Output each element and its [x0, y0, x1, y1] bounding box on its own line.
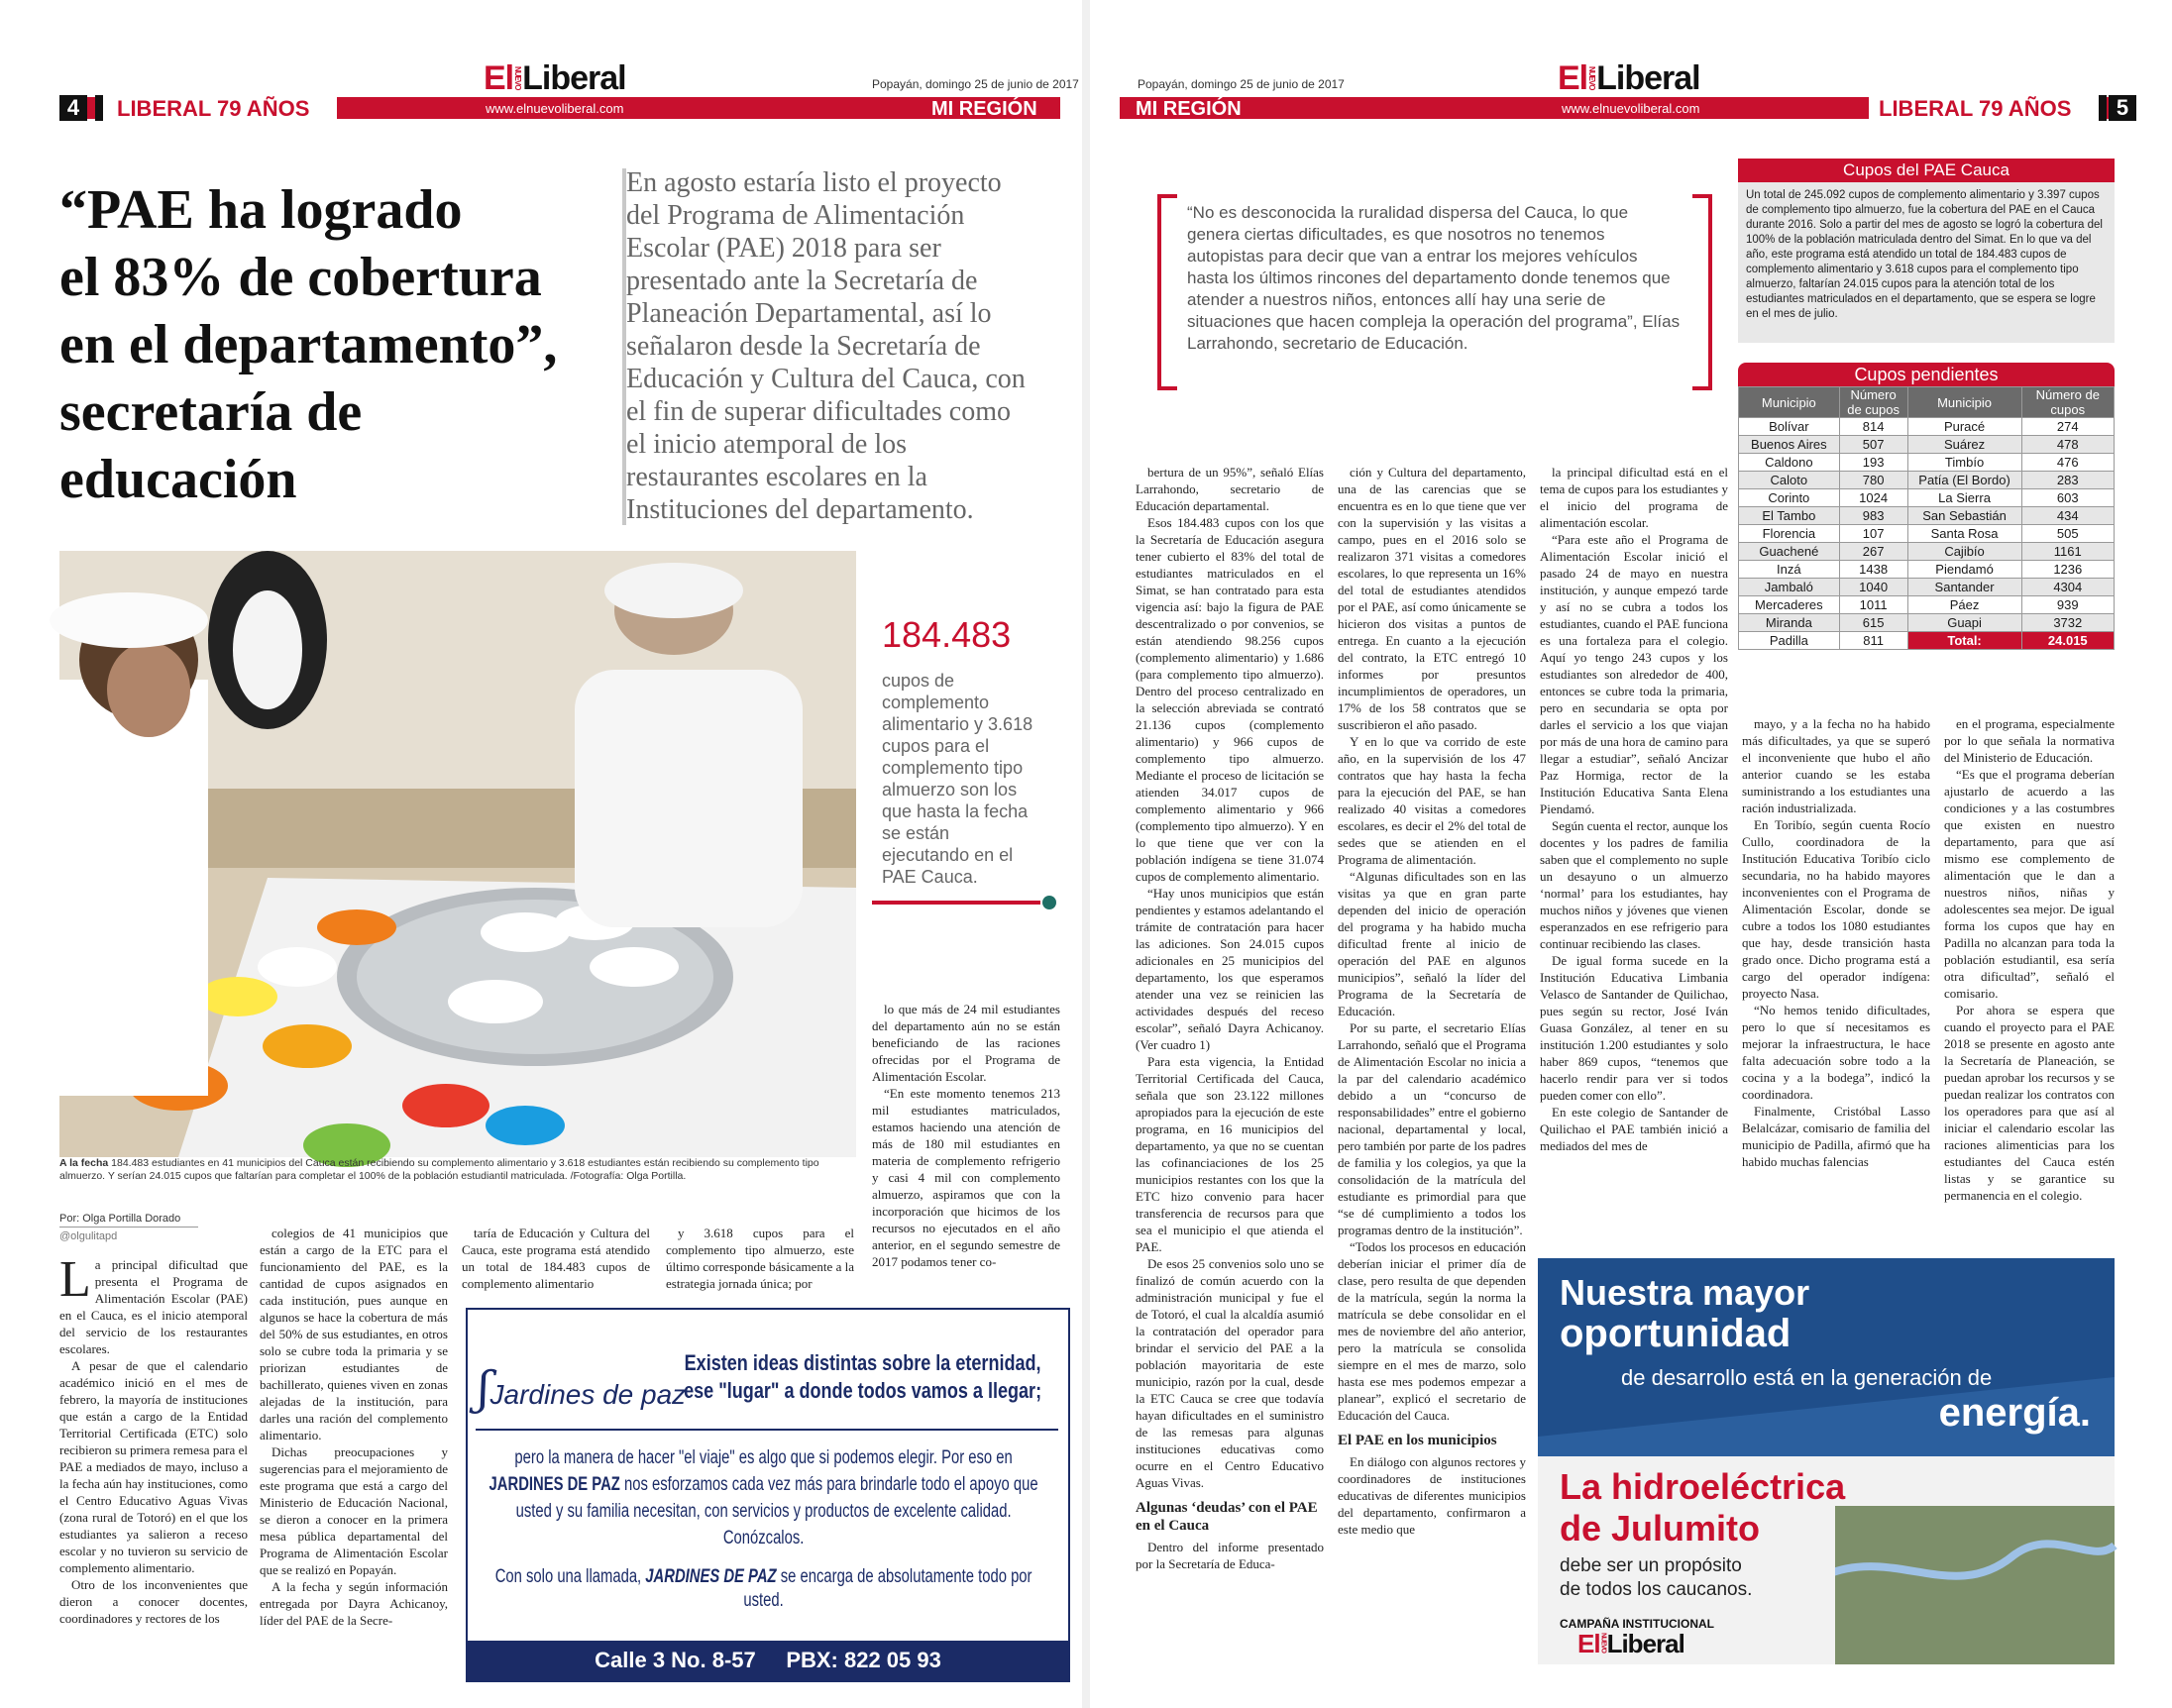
article-col-2 — [260, 1225, 448, 1670]
paragraph: A la fecha y según información entregada por Dayra Achicanoy, líder del PAE de la Secre- — [260, 1579, 448, 1628]
paragraph: Por ahora se espera que cuando el proyecto para el PAE 2018 se presente en agosto ante la Secretaría de Planeación, se puedan aprobar los recursos y se puedan realizar los contratos con los operadores para que así al iniciar el calendario escolar las raciones alimenticias para los estudiantes del Cauca estén listas y se garantice su permanencia en el colegio. — [1944, 1003, 2115, 1203]
paragraph: taría de Educación y Cultura del Cauca, este programa está atendido un total de 184.483 cupos de complemento alimentario — [462, 1226, 650, 1291]
headline — [59, 176, 624, 513]
cell-municipio: Caloto — [1739, 472, 1840, 489]
page-4 — [0, 0, 1082, 1708]
section-mi-region: MI REGIÓN — [1136, 98, 1242, 120]
ad-jardines-body — [478, 1444, 1049, 1551]
masthead-nuevo: NUEVO — [513, 65, 523, 89]
ad-line2-brand: JARDINES DE PAZ — [645, 1566, 777, 1587]
ad-line-6: de Julumito — [1560, 1508, 1761, 1548]
cell-cupos: 193 — [1839, 454, 1907, 472]
section-liberal-79: LIBERAL 79 AÑOS — [117, 96, 310, 121]
photo-lunch — [59, 551, 856, 1157]
table-row — [1739, 614, 2115, 632]
cell-cupos: 3732 — [2021, 614, 2114, 632]
cell-municipio: La Sierra — [1907, 489, 2021, 507]
paragraph: Y en lo que va corrido de este año, en la supervisión de los 47 contratos que hay hasta la fecha para la ejecución del PAE, se han realizado 40 visitas a comedores escolares, es decir el 2% del total de sedes que se atienden en el Programa de alimentación. — [1338, 734, 1526, 867]
cell-cupos: 107 — [1839, 525, 1907, 543]
article-col-1 — [59, 1251, 248, 1672]
headline-line-2: el 83% de cobertura — [59, 247, 542, 308]
cell-cupos: 434 — [2021, 507, 2114, 525]
th-municipio-2: Municipio — [1907, 387, 2021, 418]
paragraph: lo que más de 24 mil estudiantes del departamento aún no se están beneficiando de las raciones ofrecidas por el Programa de Alimentación Escolar. — [872, 1002, 1060, 1084]
ad-body-post: nos esforzamos cada vez más para brindarle todo el apoyo que usted y su familia necesitan, con servicios y productos de excelente calidad. Conózcalos. — [515, 1474, 1038, 1548]
ad-line2-post: se encarga de absolutamente todo por usted. — [743, 1566, 1032, 1611]
headline-line-5: educación — [59, 449, 297, 510]
quote-bracket-right — [1692, 194, 1712, 390]
cell-municipio: Guapi — [1907, 614, 2021, 632]
cell-cupos: 507 — [1839, 436, 1907, 454]
cell-municipio: Páez — [1907, 596, 2021, 614]
section-tab — [95, 95, 337, 121]
table-row — [1739, 436, 2115, 454]
paragraph: De esos 25 convenios solo uno se finalizó de común acuerdo con la administración municipal y fue el de Totoró, el cual la alcaldía asumió la contratación del operador para brindar el servicio del PAE a la población mayoritaria de este municipio, razón por la cual, desde la ETC Cauca se cree que todavía hayan dificultades en el suministro de las remesas para algunas instituciones educativas como ocurre en el Centro Educativo Aguas Vivas. — [1136, 1256, 1324, 1490]
section-liberal-79: LIBERAL 79 AÑOS — [1879, 96, 2072, 121]
cell-municipio: Timbío — [1907, 454, 2021, 472]
ad-masthead-el: El — [1577, 1629, 1600, 1658]
paragraph: “No hemos tenido dificultades, pero lo que sí necesitamos es mejorar la infraestructura, le hace falta adecuación sobre todo a la cocina y a la bodega”, indicó la coordinadora. — [1742, 1003, 1930, 1102]
box-cupos-pae-text: Un total de 245.092 cupos de complemento alimentario y 3.397 cupos de complemento tipo almuerzo, fue la cobertura del PAE en el Cauca durante 2016. Solo a partir del mes de agosto se logró la cobertura del 100% de la población matriculada dentro del Simat. En lo que va del año, este programa está atendido un total de 184.483 cupos de complemento alimentario y 3.618 cupos para el complemento tipo almuerzo, faltarían 24.015 cupos para la atención total de los estudiantes matriculados en el departamento, que se espera se logre en el mes de julio. — [1746, 189, 2103, 320]
stat-number: 184.483 — [882, 614, 1012, 655]
cell-cupos: 1040 — [1839, 579, 1907, 596]
cell-cupos: 939 — [2021, 596, 2114, 614]
paragraph: “Todos los procesos en educación deberían iniciar el primer día de clase, pero resulta de que dependen de la matrícula, según la norma la matrícula se debe consolidar en el mes de noviembre del año anterior, pero la matrícula se consolida siempre en el mes de marzo, solo hasta ese mes podemos empezar a planear”, explicó el secretario de Educación del Cauca. — [1338, 1239, 1526, 1423]
photo-caption — [59, 1157, 856, 1183]
paragraph: La principal dificultad que presenta el Programa de Alimentación Escolar (PAE) en el Cauca, es el inicio atemporal del servicio de los restaurantes escolares. — [59, 1251, 248, 1356]
section-tab — [1869, 95, 2107, 121]
paragraph: mayo, y a la fecha no ha habido más dificultades, ya que se superó el inconveniente que hubo el año anterior cuando se les estaba suministrando a los estudiantes una ración industrializada. — [1742, 716, 1930, 815]
cell-municipio: Miranda — [1739, 614, 1840, 632]
table-row — [1739, 543, 2115, 561]
cell-municipio: Mercaderes — [1739, 596, 1840, 614]
ad-masthead-nuevo: NUEVO — [1599, 1633, 1607, 1653]
ad-body-brand: JARDINES DE PAZ — [489, 1474, 620, 1495]
cell-cupos: 1011 — [1839, 596, 1907, 614]
paragraph: ción y Cultura del departamento, una de las carencias que se encuentra es en lo que tiene que ver con la supervisión y las visitas a campo, pues en el 2016 solo se realizaron 371 visitas a comedores escolares, lo que representa un 16% del total de estudiantes atendidos por el PAE, así como únicamente se hicieron dos visitas a puntos de entrega. En cuanto a la ejecución del contrato, la ETC entregó 10 informes por presuntos incumplimientos de operadores, un 17% de los 58 contratos que se suscribieron el año pasado. — [1338, 465, 1526, 732]
paragraph: Dichas preocupaciones y sugerencias para el mejoramiento de este programa que está a cargo del Ministerio de Educación Nacional, se dieron a conocer en la primera mesa pública departamental del Programa de Alimentación Escolar que se realizó en Popayán. — [260, 1444, 448, 1577]
paragraph: Según cuenta el rector, aunque los docentes y los padres de familia saben que el complemento no suple un desayuno o un almuerzo ‘normal’ para los estudiantes, hay muchos niños y jóvenes que vienen esperanzados en ese refrigerio para continuar recibiendo las clases. — [1540, 818, 1728, 951]
caption-lead: A la fecha — [59, 1157, 109, 1169]
cell-municipio: Santa Rosa — [1907, 525, 2021, 543]
paragraph: “Es que el programa deberían ajustarlo de acuerdo a las condiciones y a las costumbres que existen en nuestro departamento, para que así mismo ese complemento de alimentación que le dan a nuestros niños, niñas y adolescentes sea mejor. De igual forma los cupos que hay en Padilla no alcanzan para toda la población estudiantil, esa sería otra dificultad”, señaló el comisario. — [1944, 767, 2115, 1001]
cell-municipio: Puracé — [1907, 418, 2021, 436]
photo-illustration — [59, 551, 856, 1157]
page-5 — [1090, 0, 2172, 1708]
th-cupos-1: Número de cupos — [1839, 387, 1907, 418]
cell-cupos: 1024 — [1839, 489, 1907, 507]
paragraph: Para esta vigencia, la Entidad Territorial Certificada del Cauca, señala que son 23.122 millones apropiados para la ejecución de este programa, en 16 municipios del departamento, ya que no se cuentan las cofinanciaciones de los 25 municipios restantes con los que la ETC hizo convenio para hacer transferencia de recursos para que sea el municipio el que atienda el PAE. — [1136, 1054, 1324, 1254]
ad-jardines-footer: Calle 3 No. 8-57 PBX: 822 05 93 — [468, 1641, 1068, 1680]
table-row — [1739, 489, 2115, 507]
ad-jardines-logo — [478, 1361, 686, 1415]
ad-line-3: de desarrollo está en la generación de — [1621, 1365, 1993, 1390]
page-number: 5 — [2109, 95, 2136, 121]
ad-jardines-headline: Existen ideas distintas sobre la eternidad, ese "lugar" a donde todos vamos a llegar; — [684, 1350, 1042, 1403]
ad-line-4: energía. — [1938, 1391, 2091, 1435]
ad-masthead-liberal: Liberal — [1606, 1629, 1684, 1658]
box-pendientes-title: Cupos pendientes — [1854, 365, 1999, 384]
cell-municipio: Total: — [1907, 632, 2021, 650]
stat-text: cupos de complemento alimentario y 3.618 cupos para el complemento tipo almuerzo son los que hasta la fecha se están ejecutando en el PAE Cauca. — [882, 671, 1033, 887]
paragraph: “Para este año el Programa de Alimentación Escolar inició el pasado 24 de mayo en nuestra institución, y aunque empezó tarde y así no se cubra a todos los estudiantes, cuando el PAE funciona es una fortaleza para el colegio. Aquí yo tengo 243 cupos y los estudiantes son alrededor de 400, entonces se cubre toda la primaria, pero en secundaria se opta por darles el servicio a los que viajan por más de una hora de camino para llegar a estudiar”, señaló Ancizar Paz Hormiga, rector de la Institución Educativa Santa Elena Piendamó. — [1540, 532, 1728, 816]
date-line: Popayán, domingo 25 de junio de 2017 — [1138, 77, 1345, 91]
article-col-3 — [462, 1225, 650, 1291]
article-col-4 — [1742, 715, 1930, 1227]
ad-jardines-brand: Jardines de paz — [489, 1379, 687, 1410]
cell-cupos: 814 — [1839, 418, 1907, 436]
paragraph: Finalmente, Cristóbal Lasso Belalcázar, comisario de familia del municipio de Padilla, afirmó que ha habido muchas falencias — [1742, 1104, 1930, 1169]
drop-cap: L — [59, 1251, 91, 1308]
cell-cupos: 780 — [1839, 472, 1907, 489]
ad-line-1: Nuestra mayor — [1560, 1272, 1810, 1313]
cell-cupos: 1438 — [1839, 561, 1907, 579]
paragraph: Otro de los inconvenientes que dieron a conocer docentes, coordinadores y rectores de los — [59, 1577, 248, 1626]
table-row — [1739, 632, 2115, 650]
paragraph: A pesar de que el calendario académico inició en el mes de febrero, la mayoría de instituciones que están a cargo de la Entidad Territorial Certificada (ETC) solo recibieron su primera remesa para el PAE a mediados de mayo, incluso a la fecha aún hay instituciones, como el Centro Educativo Aguas Vivas (zona rural de Totoró) en el que los estudiantes ya salieron a receso escolar y no tuvieron su servicio de complemento alimentario. — [59, 1358, 248, 1575]
table-row — [1739, 579, 2115, 596]
ad-line-2: oportunidad — [1560, 1312, 1792, 1355]
article-col-1 — [1136, 464, 1324, 1653]
table-row — [1739, 454, 2115, 472]
masthead — [1558, 59, 1700, 98]
article-col-4 — [666, 1225, 854, 1291]
ad-body-pre: pero la manera de hacer "el viaje" es algo que si podemos elegir. Por eso en — [514, 1447, 1013, 1468]
paragraph: Esos 184.483 cupos con los que la Secretaría de Educación asegura tener cubierto el 83% del total de estudiantes matriculados en el Simat, se han contratado para esta vigencia así: bajo la figura de PAE descentralizado o por convenios, se están atendiendo 98.256 cupos (complemento alimentario) y 1.686 (para complemento tipo almuerzo). Dentro del proceso centralizado en la selección abreviada se contrató 21.136 cupos (complemento alimentario) y 966 cupos de complemento tipo almuerzo. Mediante el proceso de licitación se atienden 34.017 cupos de complemento alimentario y 966 (complemento tipo almuerzo). Y en lo que tiene que ver con la población indígena se tiene 31.074 cupos de complemento alimentario. — [1136, 515, 1324, 884]
cell-cupos: 1161 — [2021, 543, 2114, 561]
deck: En agosto estaría listo el proyecto del Programa de Alimentación Escolar (PAE) 2018 para ser presentado ante la Secretaría de Planeación Departamental, así lo señalaron desde la Secretaría de Educación y Cultura del Cauca, con el fin de superar dificultades como el inicio atemporal de los restaurantes escolares en la Instituciones del departamento. — [626, 167, 1026, 525]
ad-line-5: La hidroeléctrica — [1560, 1466, 1846, 1507]
article-col-5 — [1944, 715, 2115, 1227]
cell-municipio: Corinto — [1739, 489, 1840, 507]
cell-cupos: 615 — [1839, 614, 1907, 632]
col1-tail: Dentro del informe presentado por la Secretaría de Educa- — [1136, 1540, 1324, 1571]
cell-municipio: Bolívar — [1739, 418, 1840, 436]
table-row — [1739, 507, 2115, 525]
page-number: 4 — [59, 95, 87, 121]
cell-cupos: 603 — [2021, 489, 2114, 507]
cell-cupos: 811 — [1839, 632, 1907, 650]
cupos-table-grid — [1738, 386, 2115, 650]
byline-handle: @olgulitapd — [59, 1230, 118, 1242]
th-municipio-1: Municipio — [1739, 387, 1840, 418]
paragraph: la principal dificultad está en el tema de cupos para los estudiantes y el inicio del programa de alimentación escolar. — [1540, 465, 1728, 530]
cell-cupos: 24.015 — [2021, 632, 2114, 650]
paragraph: En Toribío, según cuenta Rocío Cullo, coordinadora de la Institución Educativa Toribío ciclo secundaria, no ha habido mayores inconvenientes con el Programa de Alimentación Escolar, donde se cubre a todos los 1080 estudiantes que hay, desde transición hasta grado once. Dicho programa está a cargo del operador indígena: proyecto Nasa. — [1742, 817, 1930, 1001]
cell-cupos: 283 — [2021, 472, 2114, 489]
page-gutter — [1082, 0, 1090, 1708]
cell-municipio: Cajibío — [1907, 543, 2021, 561]
table-body — [1739, 418, 2115, 650]
paragraph: De igual forma sucede en la Institución Educativa Limbania Velasco de Santander de Quilichao, pues según su rector, José Iván Guasa González, al tener en su institución 1.200 estudiantes y solo haber 869 cupos, “tenemos que hacerlo rendir para ver si todos pueden comer con ello”. — [1540, 953, 1728, 1103]
cell-cupos: 1236 — [2021, 561, 2114, 579]
article-col-3 — [1540, 464, 1728, 1227]
cell-cupos: 983 — [1839, 507, 1907, 525]
box-cupos-pae — [1738, 159, 2115, 343]
cell-municipio: Piendamó — [1907, 561, 2021, 579]
ad-line-8: de todos los caucanos. — [1560, 1579, 1753, 1600]
subhead-deudas: Algunas ‘deudas’ con el PAE en el Cauca — [1136, 1500, 1318, 1534]
masthead-liberal: Liberal — [1596, 59, 1700, 97]
cell-municipio: Padilla — [1739, 632, 1840, 650]
cell-municipio: Jambaló — [1739, 579, 1840, 596]
website-url: www.elnuevoliberal.com — [1562, 101, 1700, 116]
subhead-municipios: El PAE en los municipios — [1338, 1433, 1497, 1448]
paragraph: “Hay unos municipios que están pendientes y estamos adelantando el trámite de contratación para hacer las adiciones. Son 24.015 cupos adicionales en 25 municipios del departamento, los que esperamos atender una vez se reinicien las actividades después del receso escolar”, señaló Dayra Achicanoy. (Ver cuadro 1) — [1136, 886, 1324, 1052]
col2-tail: En diálogo con algunos rectores y coordinadores de instituciones educativas de diferentes municipios del departamento, confirmaron a este medio que — [1338, 1454, 1526, 1537]
cell-municipio: Patía (El Bordo) — [1907, 472, 2021, 489]
stat-dot-icon — [1042, 896, 1056, 909]
headline-line-4: secretaría de — [59, 381, 363, 443]
headline-line-3: en el departamento”, — [59, 314, 558, 375]
article-col-5 — [872, 1001, 1060, 1283]
date-line: Popayán, domingo 25 de junio de 2017 — [872, 77, 1079, 91]
stat-rule — [872, 901, 1040, 905]
cell-municipio: Caldono — [1739, 454, 1840, 472]
ad-line-7: debe ser un propósito — [1560, 1555, 1742, 1576]
masthead-liberal: Liberal — [522, 59, 626, 97]
cell-cupos: 4304 — [2021, 579, 2114, 596]
cell-municipio: Florencia — [1739, 525, 1840, 543]
byline — [59, 1213, 198, 1242]
ad-jardines — [466, 1308, 1070, 1682]
ad-hidroelectrica — [1538, 1258, 2115, 1664]
table-row — [1739, 596, 2115, 614]
cell-cupos: 478 — [2021, 436, 2114, 454]
ad-campaign: CAMPAÑA INSTITUCIONAL — [1560, 1617, 1714, 1631]
cell-cupos: 274 — [2021, 418, 2114, 436]
masthead-el: El — [1558, 59, 1588, 97]
ad-line2-pre: Con solo una llamada, — [494, 1566, 646, 1587]
col1-body — [1136, 464, 1324, 1491]
paragraph: “En este momento tenemos 213 mil estudiantes matriculados, estamos haciendo una atención de más de 180 mil estudiantes en materia de complemento refrigerio y casi 4 mil con complemento almuerzo, aspiramos que con la incorporación que hicimos de los recursos no ejecutados en el año anterior, en el segundo semestre de 2017 podamos tener co- — [872, 1086, 1060, 1269]
paragraph: En este colegio de Santander de Quilichao el PAE también inició a mediados del mes de — [1540, 1105, 1728, 1153]
cell-municipio: Santander — [1907, 579, 2021, 596]
cell-cupos: 476 — [2021, 454, 2114, 472]
col2-body — [1338, 464, 1526, 1424]
th-cupos-2: Número de cupos — [2021, 387, 2114, 418]
paragraph: en el programa, especialmente por lo que señala la normativa del Ministerio de Educación. — [1944, 716, 2115, 765]
byline-author: Por: Olga Portilla Dorado — [59, 1213, 198, 1228]
cell-municipio: San Sebastián — [1907, 507, 2021, 525]
paragraph: colegios de 41 municipios que están a cargo de la ETC para el funcionamiento del PAE, es la cantidad de cupos asignados en cada institución, pues aunque en algunos se hace la cobertura de más del 50% de sus estudiantes, en otros solo se cubre toda la primaria y se priorizan estudiantes de bachillerato, quienes viven en zonas alejadas de la institución, para darles una ración del complemento alimentario. — [260, 1226, 448, 1442]
article-col-2 — [1338, 464, 1526, 1653]
cupos-table — [1738, 386, 2115, 650]
paragraph: y 3.618 cupos para el complemento tipo almuerzo, este último corresponde básicamente a la estrategia jornada única; por — [666, 1226, 854, 1291]
cell-cupos: 267 — [1839, 543, 1907, 561]
section-mi-region: MI REGIÓN — [931, 98, 1037, 120]
masthead-el: El — [484, 59, 514, 97]
table-row — [1739, 418, 2115, 436]
ad-jardines-divider — [476, 1429, 1058, 1431]
masthead-nuevo: NUEVO — [1587, 65, 1597, 89]
quote-bracket-left — [1157, 194, 1177, 390]
paragraph: “Algunas dificultades son en las visitas ya que en gran parte dependen del inicio de operación del programa y ha habido mucha dificultad frente al inicio de operación del PAE en algunos municipios”, señaló la líder del Programa de la Secretaría de Educación. — [1338, 869, 1526, 1018]
cell-municipio: Guachené — [1739, 543, 1840, 561]
cell-municipio: El Tambo — [1739, 507, 1840, 525]
table-row — [1739, 472, 2115, 489]
cell-municipio: Buenos Aires — [1739, 436, 1840, 454]
masthead — [484, 59, 626, 98]
table-row — [1739, 525, 2115, 543]
pull-quote: “No es desconocida la ruralidad dispersa del Cauca, lo que genera ciertas dificultades, es que nosotros no tenemos autopistas para decir que van a entrar los mejores vehículos hasta los últimos rincones del departamento donde tenemos que atender a nuestros niños, entonces allí hay una serie de situaciones que hacen compleja la operación del programa”, Elías Larrahondo, secretario de Educación. — [1187, 203, 1681, 353]
ad-jardines-swirl-icon: ʃ — [478, 1361, 490, 1415]
paragraph: Por su parte, el secretario Elías Larrahondo, señaló que el Programa de Alimentación Escolar no inicia a la par del calendario académico debido a un “concurso de responsabilidades” entre el gobierno nacional, departamental y local, pero también por parte de los padres de familia y los colegios, ya que la consolidación de la matrícula del estudiante es primordial para que “se dé cumplimiento a todos los programas dentro de la institución”. — [1338, 1020, 1526, 1237]
box-cupos-pae-title: Cupos del PAE Cauca — [1738, 159, 2115, 182]
cell-municipio: Inzá — [1739, 561, 1840, 579]
cell-cupos: 505 — [2021, 525, 2114, 543]
table-header-row — [1739, 387, 2115, 418]
cell-municipio: Suárez — [1907, 436, 2021, 454]
box-pendientes-header — [1738, 363, 2115, 386]
table-row — [1739, 561, 2115, 579]
caption-text: 184.483 estudiantes en 41 municipios del Cauca están recibiendo su complemento alimentario y 3.618 estudiantes están recibiendo su complemento tipo almuerzo. Y serían 24.015 cupos que faltarían para completar el 100% de la población estudiantil matriculada. /Fotografía: Olga Portilla. — [59, 1157, 819, 1182]
website-url: www.elnuevoliberal.com — [486, 101, 624, 116]
paragraph: bertura de un 95%”, señaló Elías Larrahondo, secretario de Educación departamental. — [1136, 465, 1324, 513]
headline-line-1: “PAE ha logrado — [59, 179, 463, 241]
ad-jardines-line2 — [478, 1565, 1049, 1613]
ad-masthead — [1577, 1629, 1684, 1659]
